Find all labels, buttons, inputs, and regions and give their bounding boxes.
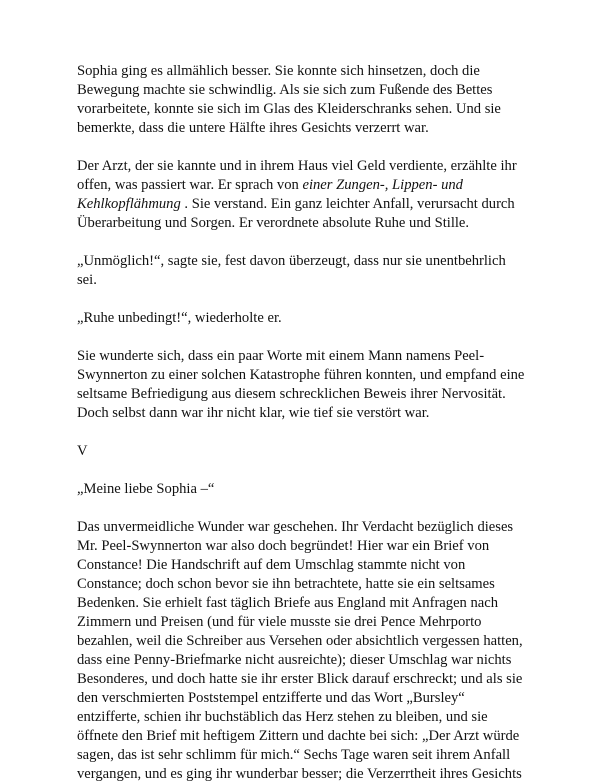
emphasized-text: einer Zungen-, Lippen- und Kehlkopflähmung: [77, 177, 463, 212]
paragraph: Sie wunderte sich, dass ein paar Worte mit einem Mann namens Peel-Swynnerton zu einer solchen Katastrophe führen konnten, und empfand eine seltsame Befriedigung aus diesem schrecklichen Beweis ihrer Nervosität. Doch selbst dann war ihr nicht klar, wie tief sie verstört war.: [77, 348, 525, 421]
paragraph: Das unvermeidliche Wunder war geschehen. Ihr Verdacht bezüglich dieses Mr. Peel-Swynnerton war also doch begründet! Hier war ein Brief von Constance! Die Handschrift auf dem Umschlag stammte nicht von Constance; doch schon bevor sie ihn betrachtete, hatte sie ein seltsames Bedenken. Sie erhielt fast täglich Briefe aus England mit Anfragen nach Zimmern und Preisen (und für viele musste sie drei Pence Mehrporto bezahlen, weil die Schreiber aus Versehen oder absichtlich vergessen hatten, dass eine Penny-Briefmarke nicht ausreichte); dieser Umschlag war nichts Besonderes, und doch hatte sie ihr erster Blick darauf erschreckt; und als sie den verschmierten Poststempel entzifferte und das Wort „Bursley“ entzifferte, schien ihr buchstäblich das Herz stehen zu bleiben, und sie öffnete den Brief mit heftigem Zittern und dachte bei sich: „Der Arzt würde sagen, das ist sehr schlimm für mich.“ Sechs Tage waren seit ihrem Anfall vergangen, und es ging ihr wunderbar besser; die Verzerrtheit ihres Gesichts: [77, 519, 523, 782]
paragraph-text: Der Arzt, der sie kannte und in ihrem Haus viel Geld verdiente, erzählte ihr offen, was passiert war. Er sprach von: [77, 158, 517, 193]
paragraph: „Ruhe unbedingt!“, wiederholte er.: [77, 310, 282, 326]
paragraph: „Unmöglich!“, sagte sie, fest davon überzeugt, dass nur sie unentbehrlich sei.: [77, 253, 506, 288]
paragraph: [77, 157, 527, 233]
paragraph-text: . Sie verstand. Ein ganz leichter Anfall, verursacht durch Überarbeitung und Sorgen. Er verordnete absolute Ruhe und Stille.: [77, 196, 515, 231]
paragraph: „Meine liebe Sophia –“: [77, 481, 215, 497]
section-heading: V: [77, 443, 88, 459]
paragraph: Sophia ging es allmählich besser. Sie konnte sich hinsetzen, doch die Bewegung machte sie schwindlig. Als sie sich zum Fußende des Bettes vorarbeitete, konnte sie sich im Glas des Kleiderschranks sehen. Und sie bemerkte, dass die untere Hälfte ihres Gesichts verzerrt war.: [77, 63, 501, 136]
document-page: [77, 62, 527, 784]
